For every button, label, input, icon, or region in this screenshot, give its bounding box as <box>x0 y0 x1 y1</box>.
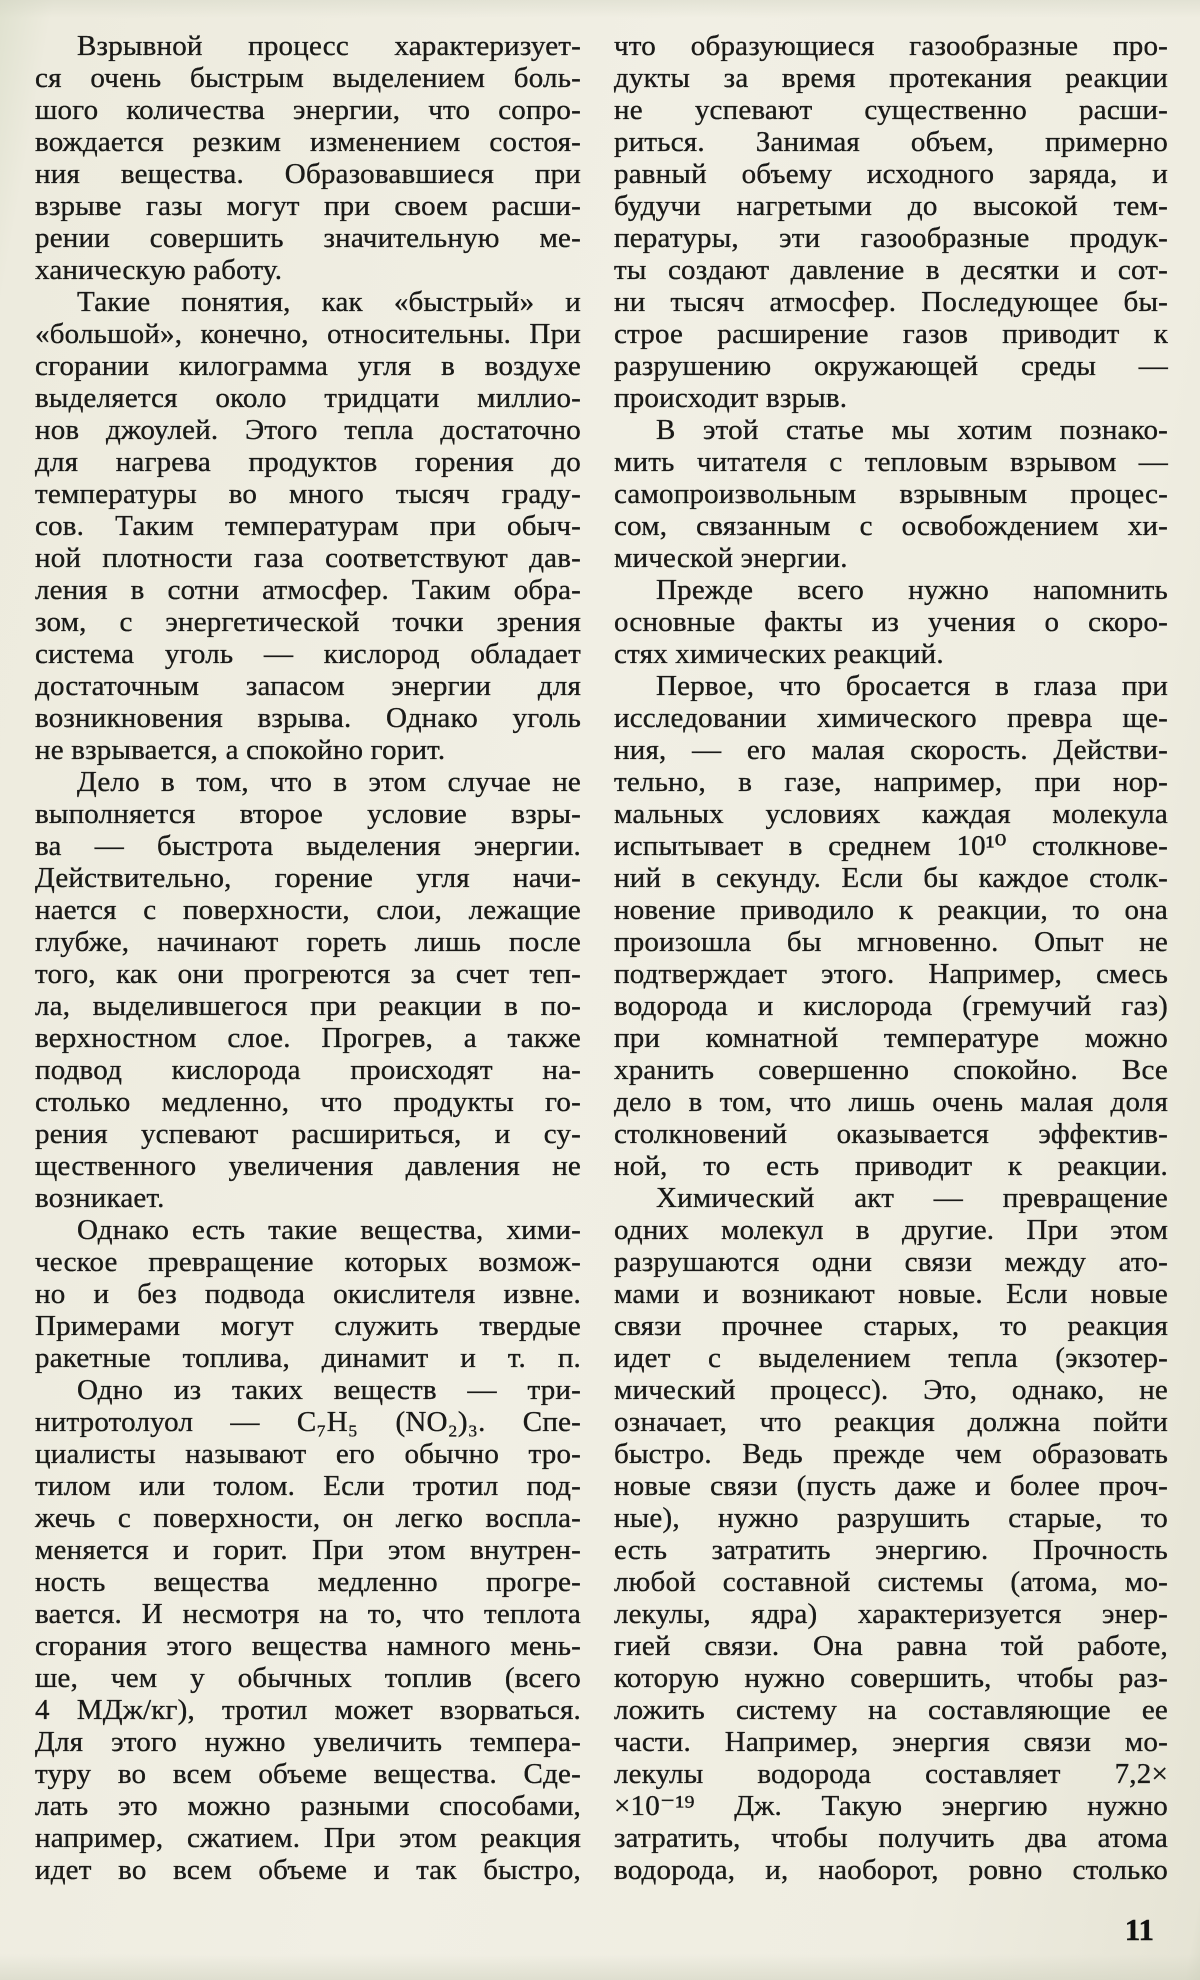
text-line: Первое, что бросается в глаза при <box>656 670 1168 702</box>
text-line: ше, чем у обычных топлив (всего <box>35 1662 581 1694</box>
text-line: Для этого нужно увеличить темпера- <box>35 1726 581 1758</box>
text-line: одних молекул в другие. При этом <box>614 1214 1168 1246</box>
text-line: меняется и горит. При этом внутрен- <box>35 1534 581 1566</box>
text-line: ла, выделившегося при реакции в по- <box>35 990 581 1022</box>
text-line: гией связи. Она равна той работе, <box>614 1630 1168 1662</box>
text-line: ×10⁻¹⁹ Дж. Такую энергию нужно <box>614 1790 1168 1822</box>
text-column-left <box>35 30 581 1886</box>
text-line: Примерами могут служить твердые <box>35 1310 581 1342</box>
text-line: мить читателя с тепловым взрывом — <box>614 446 1168 478</box>
text-line: идет с выделением тепла (экзотер- <box>614 1342 1168 1374</box>
text-line: ний в секунду. Если бы каждое столк- <box>614 862 1168 894</box>
text-line: подвод кислорода происходят на- <box>35 1054 581 1086</box>
text-line: температуры во много тысяч граду- <box>35 478 581 510</box>
text-line: ческое превращение которых возмож- <box>35 1246 581 1278</box>
text-line: глубже, начинают гореть лишь после <box>35 926 581 958</box>
text-line: происходит взрыв. <box>614 382 848 414</box>
text-line: дело в том, что лишь очень малая доля <box>614 1086 1168 1118</box>
text-line: разрушаются одни связи между ато- <box>614 1246 1168 1278</box>
text-line: ты создают давление в десятки и сот- <box>614 254 1168 286</box>
text-line: вождается резким изменением состоя- <box>35 126 581 158</box>
text-line: пературы, эти газообразные продук- <box>614 222 1168 254</box>
text-line: мами и возникают новые. Если новые <box>614 1278 1168 1310</box>
text-line: что образующиеся газообразные про- <box>614 30 1168 62</box>
text-line: ные), нужно разрушить старые, то <box>614 1502 1168 1534</box>
text-line: циалисты называют его обычно тро- <box>35 1438 581 1470</box>
text-line: будучи нагретыми до высокой тем- <box>614 190 1168 222</box>
text-line: мальных условиях каждая молекула <box>614 798 1168 830</box>
text-line: Химический акт — превращение <box>656 1182 1168 1214</box>
text-line: ханическую работу. <box>35 254 283 286</box>
text-line: зом, с энергетической точки зрения <box>35 606 581 638</box>
text-line: Дело в том, что в этом случае не <box>77 766 581 798</box>
text-line: возникает. <box>35 1182 165 1214</box>
text-line: ной плотности газа соответствуют дав- <box>35 542 581 574</box>
text-line: тельно, в газе, например, при нор- <box>614 766 1168 798</box>
text-line: мический процесс). Это, однако, не <box>614 1374 1168 1406</box>
text-line: ложить систему на составляющие ее <box>614 1694 1168 1726</box>
text-line: связи прочнее старых, то реакция <box>614 1310 1168 1342</box>
text-line: основные факты из учения о скоро- <box>614 606 1168 638</box>
text-line: ния вещества. Образовавшиеся при <box>35 158 581 190</box>
text-line: сгорания этого вещества намного мень- <box>35 1630 581 1662</box>
text-line: Действительно, горение угля начи- <box>35 862 581 894</box>
text-line: шого количества энергии, что сопро- <box>35 94 581 126</box>
text-line: ность вещества медленно прогре- <box>35 1566 581 1598</box>
text-line: того, как они прогреются за счет теп- <box>35 958 581 990</box>
text-line: Взрывной процесс характеризует- <box>77 30 581 62</box>
text-line: рении совершить значительную ме- <box>35 222 581 254</box>
text-line: для нагрева продуктов горения до <box>35 446 581 478</box>
text-line: сом, связанным с освобождением хи- <box>614 510 1168 542</box>
text-line: есть затратить энергию. Прочность <box>614 1534 1168 1566</box>
text-line: риться. Занимая объем, примерно <box>614 126 1168 158</box>
text-line: новые связи (пусть даже и более проч- <box>614 1470 1168 1502</box>
text-line: части. Например, энергия связи мо- <box>614 1726 1168 1758</box>
text-line: выполняется второе условие взры- <box>35 798 581 830</box>
text-line: не взрывается, а спокойно горит. <box>35 734 446 766</box>
text-line: туру во всем объеме вещества. Сде- <box>35 1758 581 1790</box>
text-line: при комнатной температуре можно <box>614 1022 1168 1054</box>
text-line: мической энергии. <box>614 542 848 574</box>
text-line: Однако есть такие вещества, хими- <box>77 1214 581 1246</box>
text-line: подтверждает этого. Например, смесь <box>614 958 1168 990</box>
text-line: идет во всем объеме и так быстро, <box>35 1854 581 1886</box>
text-line: водорода и кислорода (гремучий газ) <box>614 990 1168 1022</box>
page-number: 11 <box>1124 1912 1154 1947</box>
text-line: щественного увеличения давления не <box>35 1150 581 1182</box>
text-line: нитротолуол — C₇H₅ (NO₂)₃. Спе- <box>35 1406 581 1438</box>
text-line: сов. Таким температурам при обыч- <box>35 510 581 542</box>
text-line: лекулы, ядра) характеризуется энер- <box>614 1598 1168 1630</box>
text-line: ния, — его малая скорость. Действи- <box>614 734 1168 766</box>
text-line: лекулы водорода составляет 7,2× <box>614 1758 1168 1790</box>
text-line: исследовании химического превра ще- <box>614 702 1168 734</box>
text-line: которую нужно совершить, чтобы раз- <box>614 1662 1168 1694</box>
text-line: взрыве газы могут при своем расши- <box>35 190 581 222</box>
text-line: затратить, чтобы получить два атома <box>614 1822 1168 1854</box>
text-line: выделяется около тридцати миллио- <box>35 382 581 414</box>
text-line: рения успевают расшириться, и су- <box>35 1118 581 1150</box>
text-line: В этой статье мы хотим познако- <box>656 414 1168 446</box>
text-line: Одно из таких веществ — три- <box>77 1374 581 1406</box>
text-line: лать это можно разными способами, <box>35 1790 581 1822</box>
text-line: вается. И несмотря на то, что теплота <box>35 1598 581 1630</box>
text-line: Прежде всего нужно напомнить <box>656 574 1168 606</box>
text-line: но и без подвода окислителя извне. <box>35 1278 581 1310</box>
text-line: например, сжатием. При этом реакция <box>35 1822 581 1854</box>
text-line: означает, что реакция должна пойти <box>614 1406 1168 1438</box>
text-line: возникновения взрыва. Однако уголь <box>35 702 581 734</box>
text-line: тилом или толом. Если тротил под- <box>35 1470 581 1502</box>
text-line: равный объему исходного заряда, и <box>614 158 1168 190</box>
text-line: испытывает в среднем 10¹⁰ столкнове- <box>614 830 1168 862</box>
text-line: ва — быстрота выделения энергии. <box>35 830 581 862</box>
text-column-right <box>614 30 1168 1886</box>
text-line: самопроизвольным взрывным процес- <box>614 478 1168 510</box>
text-line: достаточным запасом энергии для <box>35 670 581 702</box>
text-line: система уголь — кислород обладает <box>35 638 581 670</box>
text-line: новение приводило к реакции, то она <box>614 894 1168 926</box>
text-line: сгорании килограмма угля в воздухе <box>35 350 581 382</box>
text-line: столкновений оказывается эффектив- <box>614 1118 1168 1150</box>
text-line: не успевают существенно расши- <box>614 94 1168 126</box>
text-line: нов джоулей. Этого тепла достаточно <box>35 414 581 446</box>
text-line: быстро. Ведь прежде чем образовать <box>614 1438 1168 1470</box>
text-line: хранить совершенно спокойно. Все <box>614 1054 1168 1086</box>
text-line: водорода, и, наоборот, ровно столько <box>614 1854 1168 1886</box>
text-line: строе расширение газов приводит к <box>614 318 1168 350</box>
text-line: ной, то есть приводит к реакции. <box>614 1150 1168 1182</box>
text-line: ления в сотни атмосфер. Таким обра- <box>35 574 581 606</box>
text-line: произошла бы мгновенно. Опыт не <box>614 926 1168 958</box>
text-line: ни тысяч атмосфер. Последующее бы- <box>614 286 1168 318</box>
text-line: стях химических реакций. <box>614 638 944 670</box>
text-line: любой составной системы (атома, мо- <box>614 1566 1168 1598</box>
text-line: 4 МДж/кг), тротил может взорваться. <box>35 1694 581 1726</box>
text-line: дукты за время протекания реакции <box>614 62 1168 94</box>
text-line: нается с поверхности, слои, лежащие <box>35 894 581 926</box>
text-line: «большой», конечно, относительны. При <box>35 318 581 350</box>
text-line: Такие понятия, как «быстрый» и <box>77 286 581 318</box>
text-line: ракетные топлива, динамит и т. п. <box>35 1342 581 1374</box>
text-line: столько медленно, что продукты го- <box>35 1086 581 1118</box>
text-line: верхностном слое. Прогрев, а также <box>35 1022 581 1054</box>
text-line: жечь с поверхности, он легко воспла- <box>35 1502 581 1534</box>
text-line: ся очень быстрым выделением боль- <box>35 62 581 94</box>
text-line: разрушению окружающей среды — <box>614 350 1168 382</box>
